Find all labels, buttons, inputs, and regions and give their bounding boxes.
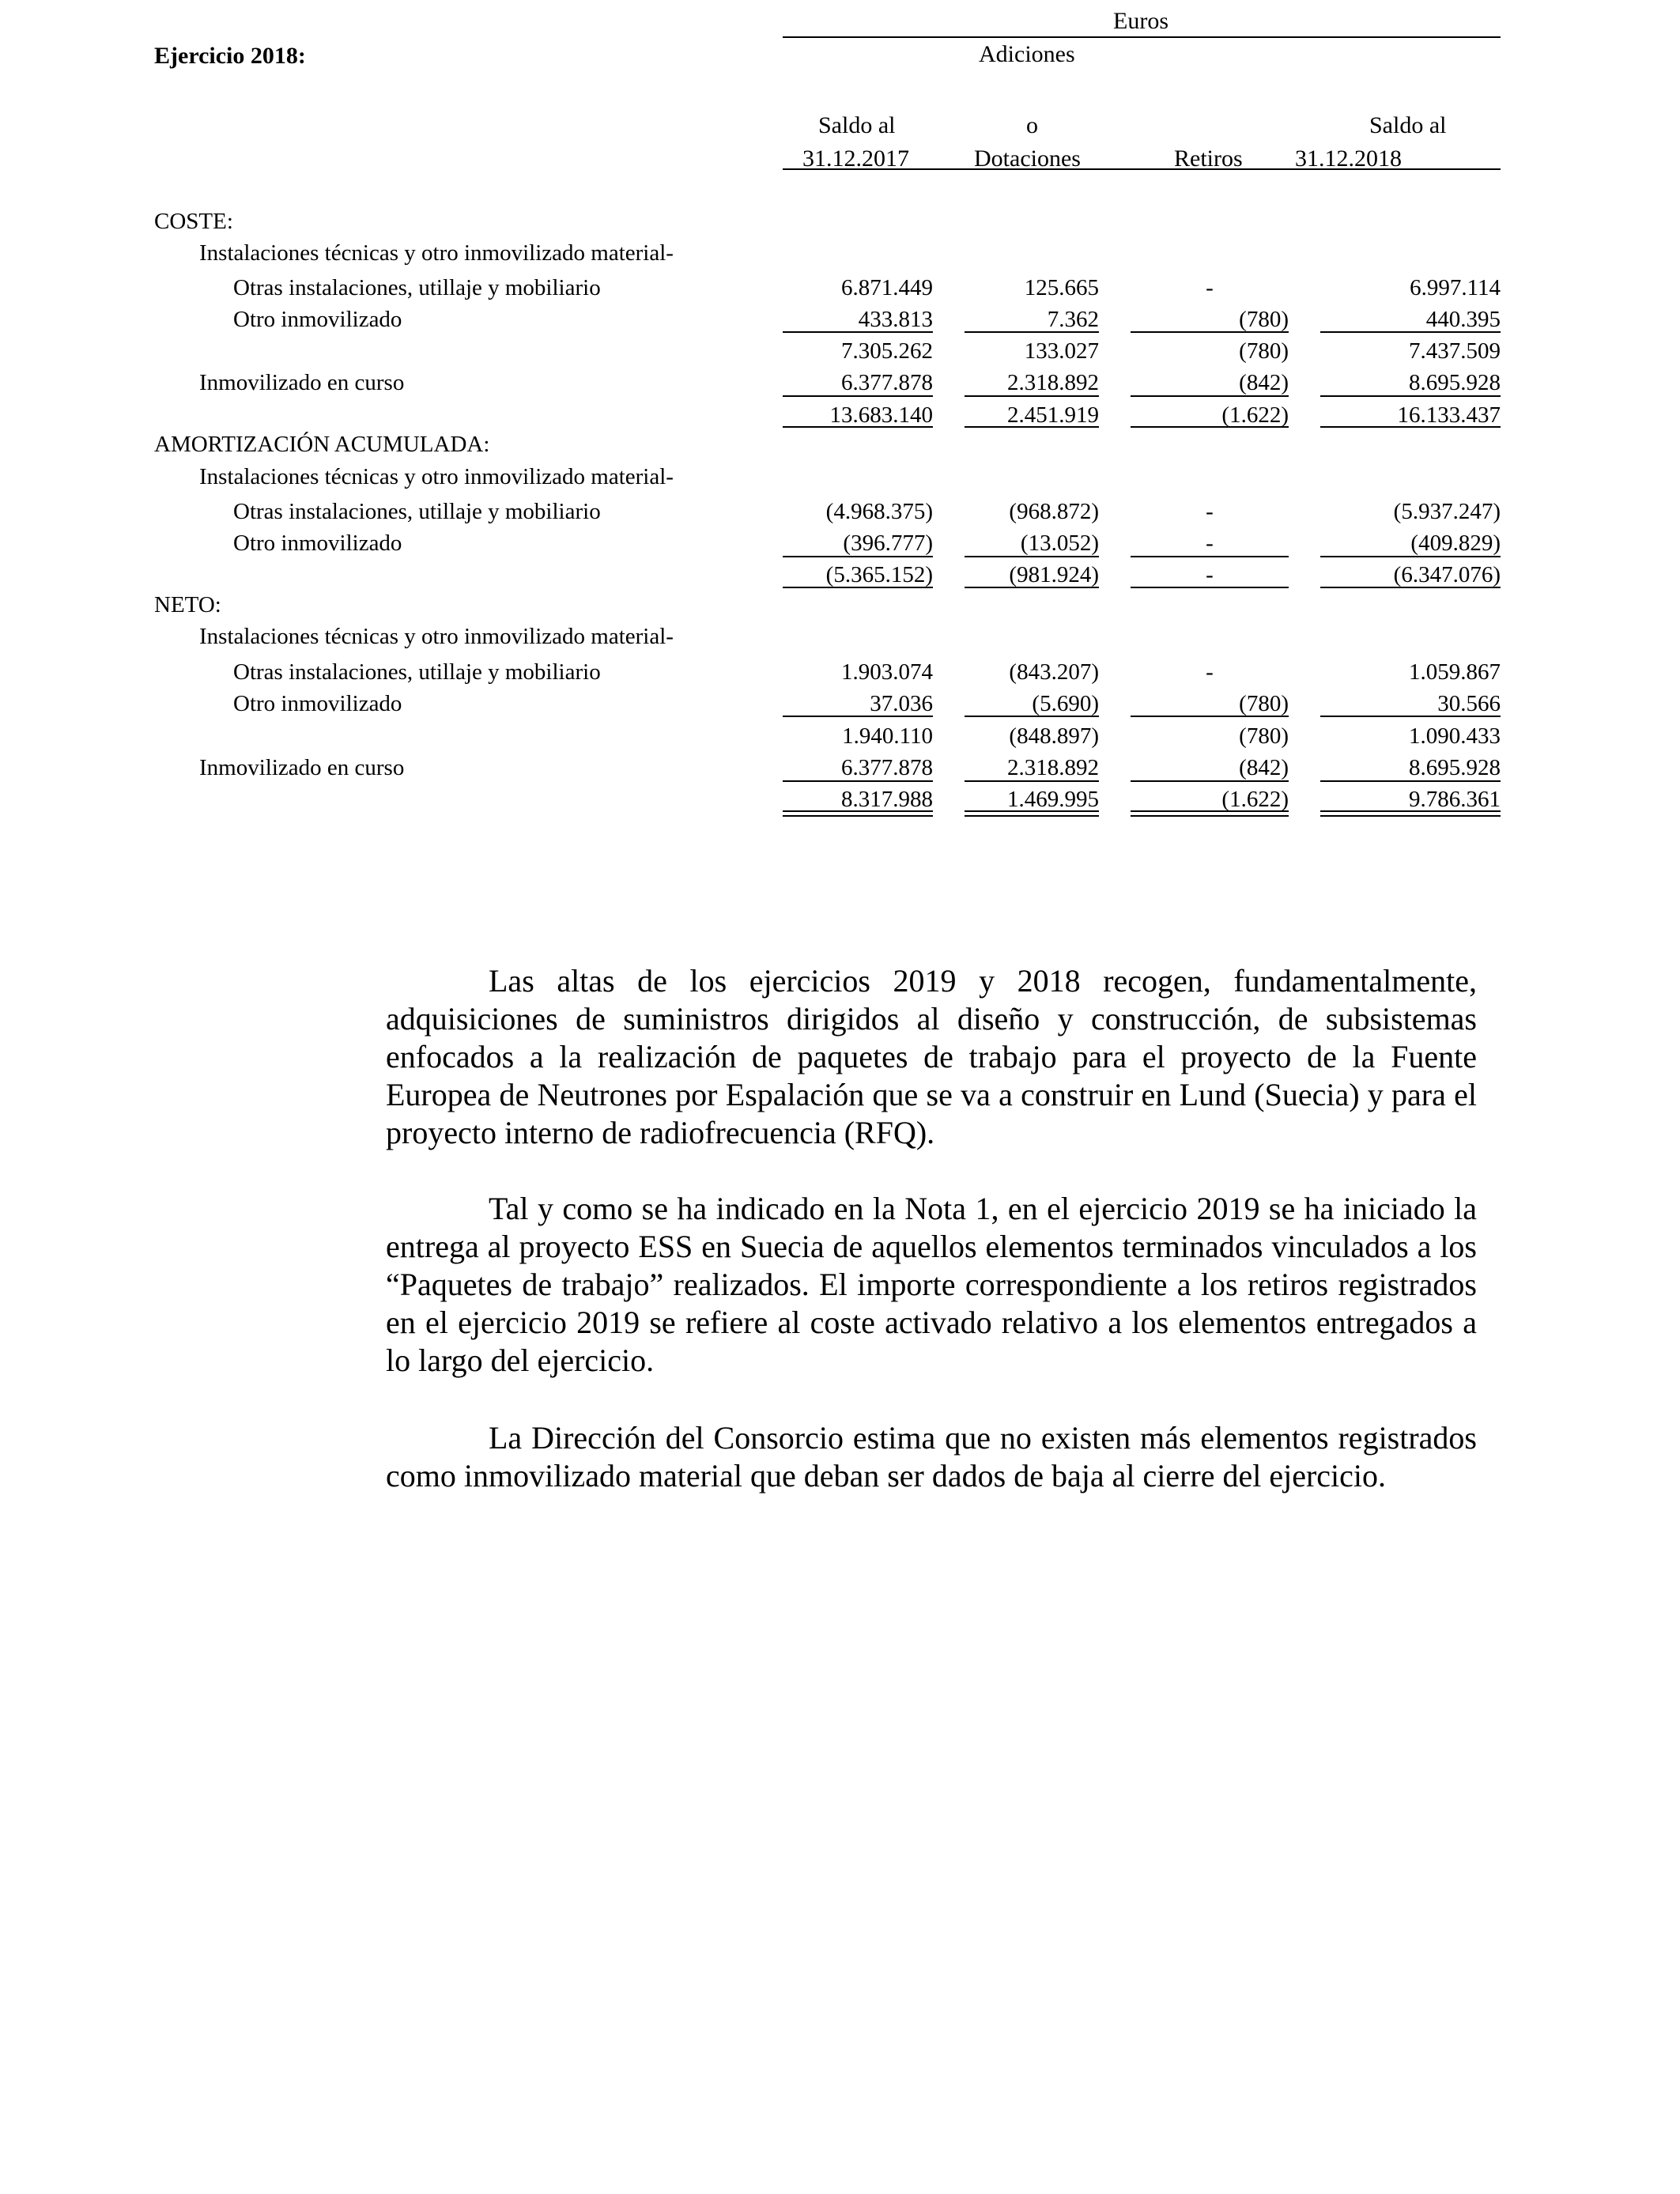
cell-retiros: (780) (1239, 338, 1289, 364)
subtotal-rule (783, 556, 933, 557)
subtotal-rule (783, 780, 933, 782)
cell-retiros: - (1206, 531, 1214, 556)
cell-saldo-2018: 8.695.928 (1409, 755, 1501, 780)
row-label: Instalaciones técnicas y otro inmovilizado material- (199, 624, 674, 649)
body-paragraph (386, 962, 1477, 1152)
cell-adiciones: 7.362 (1047, 307, 1099, 332)
cell-retiros: (842) (1239, 755, 1289, 780)
section-neto: NETO: (154, 592, 221, 617)
row-label: Inmovilizado en curso (199, 370, 405, 395)
subtotal-rule (783, 716, 933, 717)
cell-saldo-2017: 7.305.262 (841, 338, 933, 364)
cell-saldo-2017: 8.317.988 (841, 787, 933, 812)
subtotal-rule (1131, 395, 1289, 397)
cell-retiros: - (1206, 562, 1214, 587)
cell-saldo-2018: (409.829) (1410, 531, 1501, 556)
subtotal-rule (965, 331, 1099, 333)
cell-adiciones: (981.924) (1009, 562, 1099, 587)
subtotal-rule (783, 331, 933, 333)
euros-header: Euros (1113, 8, 1168, 34)
cell-saldo-2018: 440.395 (1425, 307, 1501, 332)
cell-saldo-2017: 6.377.878 (841, 370, 933, 395)
cell-retiros: (1.622) (1221, 402, 1289, 428)
row-label: Otro inmovilizado (233, 691, 402, 716)
table-title: Ejercicio 2018: (154, 43, 306, 69)
cell-saldo-2017: (4.968.375) (825, 499, 933, 524)
body-paragraph (386, 1190, 1477, 1380)
col-header-saldo-2017-l2: 31.12.2017 (802, 145, 909, 172)
col-header-adiciones: Adiciones (979, 41, 1075, 67)
cell-adiciones: (13.052) (1020, 531, 1099, 556)
cell-saldo-2018: (5.937.247) (1393, 499, 1501, 524)
cell-adiciones: 1.469.995 (1007, 787, 1099, 812)
cell-adiciones: 2.318.892 (1007, 755, 1099, 780)
cell-saldo-2017: 1.940.110 (842, 723, 933, 749)
double-rule-bottom (965, 815, 1099, 817)
cell-saldo-2018: (6.347.076) (1393, 562, 1501, 587)
subtotal-rule (965, 780, 1099, 782)
row-label: Otras instalaciones, utillaje y mobiliario (233, 275, 601, 300)
double-rule-top (1131, 810, 1289, 812)
paragraph-text: La Dirección del Consorcio estima que no existen más elementos registrados como inmovilizado material que deban ser dados de baja al cierre del ejercicio. (386, 1420, 1477, 1494)
total-rule (1320, 426, 1501, 428)
subtotal-rule (965, 716, 1099, 717)
total-rule (783, 587, 933, 588)
cell-saldo-2018: 30.566 (1437, 691, 1501, 716)
double-rule-bottom (1131, 815, 1289, 817)
col-header-saldo-2017-l1: Saldo al (818, 112, 896, 138)
total-rule (1131, 587, 1289, 588)
cell-adiciones: 2.451.919 (1007, 402, 1099, 428)
cell-saldo-2018: 8.695.928 (1409, 370, 1501, 395)
total-rule (965, 587, 1099, 588)
subtotal-rule (1131, 331, 1289, 333)
row-label: Instalaciones técnicas y otro inmovilizado material- (199, 240, 674, 266)
subtotal-rule (1131, 780, 1289, 782)
subtotal-rule (1320, 556, 1501, 557)
cell-adiciones: (968.872) (1009, 499, 1099, 524)
cell-adiciones: (843.207) (1009, 659, 1099, 685)
subtotal-rule (1320, 331, 1501, 333)
row-label: Instalaciones técnicas y otro inmovilizado material- (199, 464, 674, 489)
cell-retiros: (1.622) (1221, 787, 1289, 812)
subtotal-rule (1131, 556, 1289, 557)
row-label: Otro inmovilizado (233, 307, 402, 332)
cell-saldo-2018: 7.437.509 (1409, 338, 1501, 364)
subtotal-rule (965, 556, 1099, 557)
cell-retiros: - (1206, 275, 1214, 300)
double-rule-bottom (1320, 815, 1501, 817)
cell-saldo-2018: 1.059.867 (1409, 659, 1501, 685)
section-amortizacion: AMORTIZACIÓN ACUMULADA: (154, 432, 490, 457)
cell-saldo-2017: (5.365.152) (825, 562, 933, 587)
double-rule-bottom (783, 815, 933, 817)
paragraph-text: Tal y como se ha indicado en la Nota 1, en el ejercicio 2019 se ha iniciado la entrega al proyecto ESS en Suecia de aquellos elementos terminados vinculados a los “Paquetes de trabajo” realizados. El importe correspondiente a los retiros registrados en el ejercicio 2019 se refiere al coste activado relativo a los elementos entregados a lo largo del ejercicio. (386, 1191, 1477, 1378)
row-label: Inmovilizado en curso (199, 755, 405, 780)
subtotal-rule (1131, 716, 1289, 717)
double-rule-top (965, 810, 1099, 812)
cell-adiciones: (848.897) (1009, 723, 1099, 749)
row-label: Otras instalaciones, utillaje y mobiliario (233, 659, 601, 685)
subtotal-rule (783, 395, 933, 397)
cell-adiciones: 125.665 (1024, 275, 1099, 300)
body-paragraph (386, 1419, 1477, 1495)
cell-adiciones: (5.690) (1032, 691, 1099, 716)
subtotal-rule (1320, 716, 1501, 717)
cell-retiros: (842) (1239, 370, 1289, 395)
cell-retiros: - (1206, 659, 1214, 685)
subtotal-rule (1320, 395, 1501, 397)
cell-retiros: - (1206, 499, 1214, 524)
cell-retiros: (780) (1239, 691, 1289, 716)
cell-adiciones: 2.318.892 (1007, 370, 1099, 395)
cell-saldo-2017: (396.777) (843, 531, 933, 556)
subtotal-rule (1320, 780, 1501, 782)
cell-saldo-2018: 9.786.361 (1409, 787, 1501, 812)
col-header-adiciones-o: o (1026, 112, 1038, 138)
section-coste: COSTE: (154, 209, 233, 234)
euros-header-rule (783, 36, 1501, 38)
cell-retiros: (780) (1239, 307, 1289, 332)
cell-saldo-2017: 6.871.449 (841, 275, 933, 300)
subtotal-rule (965, 395, 1099, 397)
row-label: Otras instalaciones, utillaje y mobiliario (233, 499, 601, 524)
double-rule-top (783, 810, 933, 812)
total-rule (1320, 587, 1501, 588)
col-header-rule (783, 168, 1501, 170)
row-label: Otro inmovilizado (233, 531, 402, 556)
col-header-dotaciones: Dotaciones (974, 145, 1081, 172)
paragraph-text: Las altas de los ejercicios 2019 y 2018 recogen, fundamentalmente, adquisiciones de suministros dirigidos al diseño y construcción, de subsistemas enfocados a la realización de paquetes de trabajo para el proyecto de la Fuente Europea de Neutrones por Espalación que se va a construir en Lund (Suecia) y para el proyecto interno de radiofrecuencia (RFQ). (386, 963, 1477, 1150)
col-header-saldo-2018-l1: Saldo al (1369, 112, 1447, 138)
cell-retiros: (780) (1239, 723, 1289, 749)
cell-saldo-2017: 1.903.074 (841, 659, 933, 685)
double-rule-top (1320, 810, 1501, 812)
col-header-saldo-2018-l2: 31.12.2018 (1295, 145, 1402, 172)
total-rule (783, 426, 933, 428)
cell-saldo-2018: 16.133.437 (1397, 402, 1501, 428)
cell-saldo-2017: 433.813 (858, 307, 933, 332)
cell-adiciones: 133.027 (1024, 338, 1099, 364)
col-header-retiros: Retiros (1174, 145, 1243, 172)
cell-saldo-2017: 6.377.878 (841, 755, 933, 780)
cell-saldo-2017: 13.683.140 (829, 402, 933, 428)
total-rule (1131, 426, 1289, 428)
cell-saldo-2018: 6.997.114 (1410, 275, 1501, 300)
cell-saldo-2017: 37.036 (870, 691, 933, 716)
total-rule (965, 426, 1099, 428)
cell-saldo-2018: 1.090.433 (1409, 723, 1501, 749)
